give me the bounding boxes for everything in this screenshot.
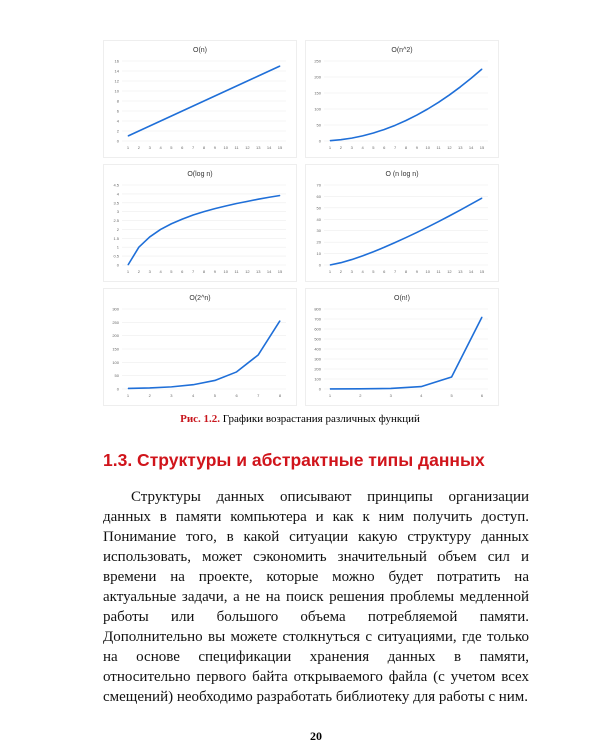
data-point bbox=[225, 91, 226, 92]
data-point bbox=[406, 120, 407, 121]
data-point bbox=[351, 138, 352, 139]
chart-o-n-factorial bbox=[305, 288, 499, 406]
y-tick-label: 0.5 bbox=[113, 253, 119, 259]
y-tick-label: 0 bbox=[116, 138, 119, 144]
x-tick-label: 12 bbox=[245, 269, 250, 274]
body-flow bbox=[103, 487, 529, 744]
data-point bbox=[471, 78, 472, 79]
y-tick-label: 0 bbox=[318, 386, 321, 392]
chart-svg bbox=[306, 165, 498, 281]
x-tick-label: 2 bbox=[148, 393, 151, 398]
data-point bbox=[128, 136, 129, 137]
x-tick-label: 1 bbox=[126, 393, 130, 398]
x-tick-label: 1 bbox=[126, 269, 130, 274]
page-number: 20 bbox=[310, 729, 322, 743]
data-point bbox=[171, 223, 172, 224]
x-tick-label: 15 bbox=[479, 269, 485, 274]
data-point bbox=[128, 388, 129, 389]
x-tick-label: 7 bbox=[394, 145, 397, 150]
x-tick-label: 14 bbox=[468, 269, 474, 274]
x-tick-label: 4 bbox=[159, 145, 162, 150]
y-tick-label: 1 bbox=[116, 244, 119, 250]
data-point bbox=[362, 255, 363, 256]
data-point bbox=[427, 227, 428, 228]
data-point bbox=[330, 265, 331, 266]
x-tick-label: 9 bbox=[415, 269, 418, 274]
x-tick-label: 7 bbox=[394, 269, 397, 274]
data-point bbox=[460, 210, 461, 211]
section-heading: 1.3. Структуры и абстрактные типы данных bbox=[103, 450, 485, 470]
x-tick-label: 7 bbox=[192, 145, 195, 150]
data-point bbox=[438, 102, 439, 103]
y-tick-label: 50 bbox=[114, 373, 119, 379]
y-tick-label: 50 bbox=[316, 205, 321, 211]
x-tick-label: 14 bbox=[266, 145, 272, 150]
chart-title: O(2^n) bbox=[189, 295, 211, 302]
x-tick-label: 7 bbox=[257, 393, 260, 398]
data-point bbox=[193, 106, 194, 107]
data-point bbox=[225, 206, 226, 207]
y-tick-label: 100 bbox=[314, 106, 321, 112]
y-tick-label: 20 bbox=[316, 239, 321, 245]
x-tick-label: 11 bbox=[234, 145, 239, 150]
data-point bbox=[384, 247, 385, 248]
data-point bbox=[340, 139, 341, 140]
data-point bbox=[149, 237, 150, 238]
y-tick-label: 700 bbox=[314, 316, 321, 322]
data-point bbox=[451, 377, 452, 378]
x-tick-label: 5 bbox=[372, 269, 375, 274]
y-tick-label: 3.5 bbox=[113, 200, 119, 206]
y-tick-label: 30 bbox=[316, 228, 321, 234]
x-tick-label: 9 bbox=[213, 145, 216, 150]
x-tick-label: 13 bbox=[256, 145, 261, 150]
data-point bbox=[204, 211, 205, 212]
x-tick-label: 2 bbox=[359, 393, 362, 398]
y-tick-label: 100 bbox=[112, 359, 119, 365]
y-tick-label: 2.5 bbox=[113, 218, 119, 224]
data-point bbox=[330, 140, 331, 141]
x-tick-label: 12 bbox=[447, 269, 452, 274]
y-tick-label: 0 bbox=[116, 262, 119, 268]
y-tick-label: 250 bbox=[112, 319, 119, 325]
x-tick-label: 15 bbox=[277, 269, 283, 274]
x-tick-label: 5 bbox=[170, 269, 173, 274]
data-point bbox=[258, 354, 259, 355]
data-point bbox=[471, 204, 472, 205]
x-tick-label: 8 bbox=[404, 269, 408, 274]
x-tick-label: 10 bbox=[223, 145, 228, 150]
data-point bbox=[390, 388, 391, 389]
data-point bbox=[247, 81, 248, 82]
chart-o-n bbox=[103, 40, 297, 158]
y-tick-label: 500 bbox=[314, 336, 321, 342]
x-tick-label: 3 bbox=[350, 145, 353, 150]
chart-o-2-pow-n bbox=[103, 288, 297, 406]
x-tick-label: 1 bbox=[126, 145, 130, 150]
data-point bbox=[280, 195, 281, 196]
x-tick-label: 9 bbox=[213, 269, 216, 274]
x-tick-label: 1 bbox=[328, 393, 332, 398]
data-point bbox=[330, 389, 331, 390]
series-line bbox=[330, 317, 482, 389]
chart-title: O (n log n) bbox=[385, 171, 419, 178]
data-point bbox=[340, 262, 341, 263]
x-tick-label: 12 bbox=[447, 145, 452, 150]
y-tick-label: 40 bbox=[316, 216, 321, 222]
y-tick-label: 1.5 bbox=[113, 235, 119, 241]
data-point bbox=[449, 215, 450, 216]
x-tick-label: 13 bbox=[256, 269, 261, 274]
data-point bbox=[438, 221, 439, 222]
y-tick-label: 200 bbox=[314, 366, 321, 372]
x-tick-label: 3 bbox=[148, 145, 151, 150]
y-tick-label: 3 bbox=[116, 209, 119, 215]
x-tick-label: 2 bbox=[137, 269, 140, 274]
y-tick-label: 0 bbox=[318, 138, 321, 144]
chart-o-log-n bbox=[103, 164, 297, 282]
y-tick-label: 0 bbox=[116, 386, 119, 392]
x-tick-label: 4 bbox=[361, 145, 364, 150]
y-tick-label: 300 bbox=[112, 306, 119, 312]
data-point bbox=[416, 115, 417, 116]
y-tick-label: 14 bbox=[114, 68, 119, 74]
x-tick-label: 15 bbox=[277, 145, 283, 150]
data-point bbox=[482, 317, 483, 318]
chart-svg bbox=[104, 165, 296, 281]
chart-o-n-log-n bbox=[305, 164, 499, 282]
y-tick-label: 0 bbox=[318, 262, 321, 268]
data-point bbox=[269, 197, 270, 198]
x-tick-label: 6 bbox=[181, 145, 184, 150]
figure-caption bbox=[0, 413, 600, 425]
x-tick-label: 4 bbox=[420, 393, 423, 398]
y-tick-label: 6 bbox=[116, 108, 119, 114]
x-tick-label: 5 bbox=[450, 393, 453, 398]
y-tick-label: 60 bbox=[316, 193, 321, 199]
caption-text: Графики возрастания различных функций bbox=[220, 413, 420, 425]
x-tick-label: 14 bbox=[468, 145, 474, 150]
y-tick-label: 4.5 bbox=[113, 182, 119, 188]
x-tick-label: 6 bbox=[480, 393, 484, 398]
data-point bbox=[236, 86, 237, 87]
data-point bbox=[204, 101, 205, 102]
data-point bbox=[258, 199, 259, 200]
data-point bbox=[269, 71, 270, 72]
data-point bbox=[460, 87, 461, 88]
y-tick-label: 250 bbox=[314, 58, 321, 64]
data-point bbox=[360, 388, 361, 389]
data-point bbox=[214, 96, 215, 97]
data-point bbox=[482, 69, 483, 70]
x-tick-label: 15 bbox=[479, 145, 485, 150]
data-point bbox=[280, 320, 281, 321]
y-tick-label: 2 bbox=[116, 128, 119, 134]
x-tick-label: 6 bbox=[383, 145, 386, 150]
data-point bbox=[236, 372, 237, 373]
data-point bbox=[149, 126, 150, 127]
data-point bbox=[214, 380, 215, 381]
x-tick-label: 14 bbox=[266, 269, 272, 274]
data-point bbox=[236, 203, 237, 204]
chart-svg bbox=[104, 289, 296, 405]
data-point bbox=[160, 229, 161, 230]
data-point bbox=[128, 265, 129, 266]
data-point bbox=[160, 121, 161, 122]
x-tick-label: 6 bbox=[383, 269, 386, 274]
x-tick-label: 12 bbox=[245, 145, 250, 150]
chart-svg bbox=[104, 41, 296, 157]
chart-title: O(log n) bbox=[187, 171, 213, 178]
figure-charts bbox=[103, 40, 499, 406]
x-tick-label: 2 bbox=[339, 145, 342, 150]
x-tick-label: 8 bbox=[202, 269, 206, 274]
series-line bbox=[128, 321, 280, 389]
series-line bbox=[128, 195, 280, 265]
y-tick-label: 300 bbox=[314, 356, 321, 362]
data-point bbox=[149, 388, 150, 389]
data-point bbox=[395, 242, 396, 243]
chart-title: O(n) bbox=[193, 47, 207, 54]
data-point bbox=[258, 76, 259, 77]
x-tick-label: 2 bbox=[339, 269, 342, 274]
x-tick-label: 7 bbox=[192, 269, 195, 274]
x-tick-label: 5 bbox=[170, 145, 173, 150]
data-point bbox=[395, 125, 396, 126]
y-tick-label: 200 bbox=[314, 74, 321, 80]
y-tick-label: 600 bbox=[314, 326, 321, 332]
x-tick-label: 3 bbox=[389, 393, 392, 398]
y-tick-label: 10 bbox=[316, 251, 321, 257]
data-point bbox=[421, 386, 422, 387]
data-point bbox=[373, 133, 374, 134]
x-tick-label: 11 bbox=[436, 269, 441, 274]
x-tick-label: 10 bbox=[425, 269, 430, 274]
series-line bbox=[330, 69, 482, 141]
y-tick-label: 4 bbox=[116, 118, 119, 124]
x-tick-label: 3 bbox=[350, 269, 353, 274]
data-point bbox=[193, 384, 194, 385]
x-tick-label: 9 bbox=[415, 145, 418, 150]
y-tick-label: 4 bbox=[116, 191, 119, 197]
y-tick-label: 16 bbox=[114, 58, 119, 64]
data-point bbox=[171, 116, 172, 117]
x-tick-label: 11 bbox=[436, 145, 441, 150]
y-tick-label: 8 bbox=[116, 98, 119, 104]
data-point bbox=[351, 259, 352, 260]
data-point bbox=[138, 131, 139, 132]
x-tick-label: 6 bbox=[181, 269, 184, 274]
y-tick-label: 2 bbox=[116, 226, 119, 232]
data-point bbox=[280, 66, 281, 67]
y-tick-label: 800 bbox=[314, 306, 321, 312]
y-tick-label: 400 bbox=[314, 346, 321, 352]
y-tick-label: 200 bbox=[112, 333, 119, 339]
x-tick-label: 4 bbox=[159, 269, 162, 274]
data-point bbox=[182, 219, 183, 220]
x-tick-label: 8 bbox=[202, 145, 206, 150]
y-tick-label: 12 bbox=[114, 78, 119, 84]
data-point bbox=[138, 247, 139, 248]
x-tick-label: 10 bbox=[223, 269, 228, 274]
x-tick-label: 8 bbox=[404, 145, 408, 150]
x-tick-label: 10 bbox=[425, 145, 430, 150]
data-point bbox=[482, 198, 483, 199]
data-point bbox=[384, 129, 385, 130]
data-point bbox=[362, 135, 363, 136]
y-tick-label: 100 bbox=[314, 376, 321, 382]
chart-svg bbox=[306, 41, 498, 157]
x-tick-label: 1 bbox=[328, 269, 332, 274]
data-point bbox=[449, 95, 450, 96]
y-tick-label: 70 bbox=[316, 182, 321, 188]
x-tick-label: 11 bbox=[234, 269, 239, 274]
body-paragraph: Структуры данных описывают принципы организации данных в памяти компьютера и как к ним получить доступ. Понимание того, в какой ситуации какую структуру данных использовать, может сэкономить значительный объем сил и времени на проекте, которые можно будет потратить на актуальные задачи, а не на поиск решения проблемы медленной работы или большого объема потребляемой памяти. Дополнительно вы можете столкнуться с ситуациями, где только на основе спецификации хранения данных в памяти, относительно первого байта открываемого файла (с учетом всех смещений) необходимо разработать библиотеку для работы с ним. bbox=[103, 489, 529, 705]
x-tick-label: 5 bbox=[372, 145, 375, 150]
chart-title: O(n!) bbox=[394, 295, 410, 302]
data-point bbox=[193, 215, 194, 216]
chart-svg bbox=[306, 289, 498, 405]
y-tick-label: 10 bbox=[114, 88, 119, 94]
x-tick-label: 6 bbox=[235, 393, 238, 398]
x-tick-label: 1 bbox=[328, 145, 332, 150]
y-tick-label: 150 bbox=[112, 346, 119, 352]
x-tick-label: 3 bbox=[148, 269, 151, 274]
data-point bbox=[406, 237, 407, 238]
x-tick-label: 4 bbox=[192, 393, 195, 398]
x-tick-label: 4 bbox=[361, 269, 364, 274]
data-point bbox=[416, 232, 417, 233]
data-point bbox=[427, 109, 428, 110]
chart-o-n-squared bbox=[305, 40, 499, 158]
y-tick-label: 50 bbox=[316, 122, 321, 128]
x-tick-label: 8 bbox=[278, 393, 282, 398]
x-tick-label: 13 bbox=[458, 269, 463, 274]
y-tick-label: 150 bbox=[314, 90, 321, 96]
data-point bbox=[247, 201, 248, 202]
x-tick-label: 13 bbox=[458, 145, 463, 150]
x-tick-label: 3 bbox=[170, 393, 173, 398]
chart-title: O(n^2) bbox=[391, 47, 413, 54]
data-point bbox=[214, 208, 215, 209]
x-tick-label: 2 bbox=[137, 145, 140, 150]
data-point bbox=[171, 386, 172, 387]
caption-label: Рис. 1.2. bbox=[180, 413, 221, 425]
x-tick-label: 5 bbox=[213, 393, 216, 398]
data-point bbox=[373, 251, 374, 252]
data-point bbox=[182, 111, 183, 112]
